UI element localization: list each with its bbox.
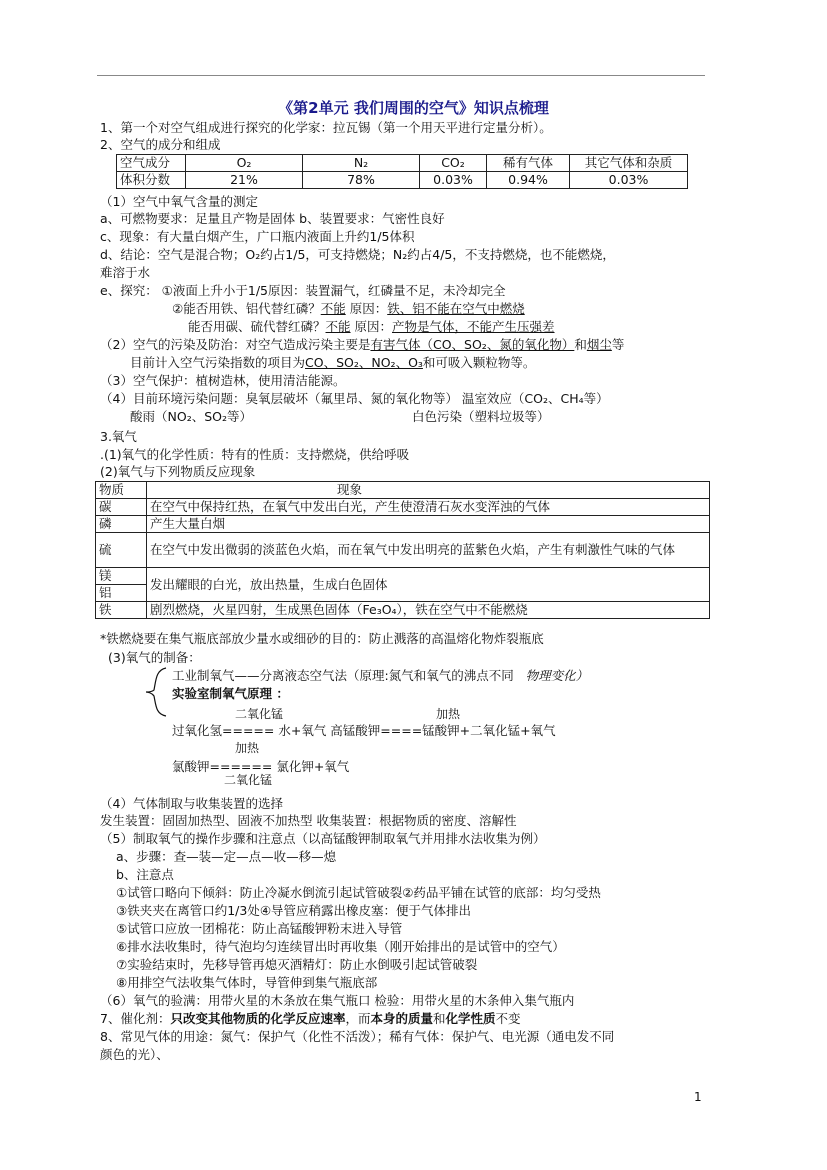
table-cell: 碳 bbox=[96, 499, 147, 516]
table-cell: 78% bbox=[303, 172, 420, 189]
table-cell: 其它气体和杂质 bbox=[570, 155, 688, 172]
s5: （5）制取氧气的操作步骤和注意点（以高锰酸钾制取氧气并用排水法收集为例） bbox=[100, 831, 546, 846]
note-1: ①试管口略向下倾斜：防止冷凝水倒流引起试管破裂②药品平铺在试管的底部：均匀受热 bbox=[116, 885, 601, 900]
table-cell: 产生大量白烟 bbox=[147, 516, 710, 533]
table-header: 现象 bbox=[147, 482, 710, 499]
table-row bbox=[96, 602, 710, 619]
table-row bbox=[96, 499, 710, 516]
table-cell: 在空气中发出微弱的淡蓝色火焰，而在氧气中发出明亮的蓝紫色火焰，产生有刺激性气味的气体 bbox=[147, 533, 710, 568]
table-row bbox=[117, 172, 688, 189]
s1a: a、可燃物要求：足量且产物是固体 b、装置要求：气密性良好 bbox=[100, 211, 445, 226]
line-2: 2、空气的成分和组成 bbox=[100, 137, 221, 152]
brace bbox=[144, 666, 174, 718]
note-2: ③铁夹夹在离管口约1/3处④导管应稍露出橡皮塞：便于气体排出 bbox=[116, 903, 472, 918]
s4-line2: 发生装置：固固加热型、固液不加热型 收集装置：根据物质的密度、溶解性 bbox=[100, 813, 517, 828]
s8-line2: 颜色的光）、 bbox=[100, 1047, 169, 1062]
reaction-table bbox=[95, 481, 710, 619]
note-3: ⑤试管口应放一团棉花：防止高锰酸钾粉末进入导管 bbox=[116, 921, 403, 936]
s2: （2）空气的污染及防治：对空气造成污染主要是有害气体（CO、SO₂、氮的氧化物）和烟尘等 bbox=[100, 337, 625, 352]
s1d2: 难溶于水 bbox=[100, 265, 151, 280]
table-cell: 稀有气体 bbox=[487, 155, 570, 172]
s1e3: 能否用碳、硫代替红磷？不能 原因：产物是气体，不能产生压强差 bbox=[188, 319, 555, 334]
table-row bbox=[117, 155, 688, 172]
air-composition-table bbox=[116, 154, 688, 189]
iron-note: *铁燃烧要在集气瓶底部放少量水或细砂的目的：防止溅落的高温熔化物炸裂瓶底 bbox=[100, 631, 544, 646]
s3: （3）空气保护：植树造林，使用清洁能源。 bbox=[100, 373, 346, 388]
s4c: 白色污染（塑料垃圾等） bbox=[412, 409, 550, 424]
page-title: 《第2单元 我们周围的空气》知识点梳理 bbox=[278, 99, 549, 117]
eq-catalyst-2: 二氧化锰 bbox=[224, 773, 273, 787]
table-cell: O₂ bbox=[186, 155, 303, 172]
table-cell: 铁 bbox=[96, 602, 147, 619]
s4a: （4）目前环境污染问题：臭氧层破坏（氟里昂、氮的氧化物等） 温室效应（CO₂、CH₄等） bbox=[100, 391, 609, 406]
s1e2: ②能否用铁、铝代替红磷？不能 原因：铁、铝不能在空气中燃烧 bbox=[172, 301, 525, 316]
s1d: d、结论：空气是混合物；O₂约占1/5，可支持燃烧；N₂约占4/5，不支持燃烧，也不能燃烧， bbox=[100, 247, 615, 262]
s1: （1）空气中氧气含量的测定 bbox=[100, 194, 258, 209]
table-cell: 0.94% bbox=[487, 172, 570, 189]
s1c: c、现象：有大量白烟产生，广口瓶内液面上升约1/5体积 bbox=[100, 229, 415, 244]
table-cell: 21% bbox=[186, 172, 303, 189]
table-cell: 发出耀眼的白光，放出热量，生成白色固体 bbox=[147, 568, 710, 602]
prep-lab: 实验室制氧气原理 ： bbox=[172, 686, 289, 701]
equation-2: 氯酸钾====== 氯化钾+氧气 bbox=[172, 759, 350, 774]
note-6: ⑧用排空气法收集气体时，导管伸到集气瓶底部 bbox=[116, 975, 378, 990]
line-1: 1、第一个对空气组成进行探究的化学家：拉瓦锡（第一个用天平进行定量分析）。 bbox=[100, 120, 552, 135]
s6: （6）氧气的验满：用带火星的木条放在集气瓶口 检验：用带火星的木条伸入集气瓶内 bbox=[100, 993, 575, 1008]
table-cell: 磷 bbox=[96, 516, 147, 533]
table-row bbox=[96, 568, 710, 585]
table-cell: 0.03% bbox=[420, 172, 487, 189]
s5b: b、注意点 bbox=[116, 867, 174, 882]
table-row bbox=[96, 482, 710, 499]
oxygen-2: (2)氧气与下列物质反应现象 bbox=[100, 464, 256, 479]
eq-catalyst-1: 二氧化锰 bbox=[235, 707, 284, 721]
oxygen-heading: 3.氧气 bbox=[100, 429, 137, 444]
note-5: ⑦实验结束时，先移导管再熄灭酒精灯：防止水倒吸引起试管破裂 bbox=[116, 957, 478, 972]
oxygen-1: .(1)氧气的化学性质：特有的性质：支持燃烧，供给呼吸 bbox=[100, 447, 410, 462]
table-cell: 0.03% bbox=[570, 172, 688, 189]
table-cell: 镁 bbox=[96, 568, 147, 585]
table-row bbox=[96, 516, 710, 533]
s7: 7、催化剂：只改变其他物质的化学反应速率，而本身的质量和化学性质不变 bbox=[100, 1011, 521, 1026]
table-cell: 铝 bbox=[96, 585, 147, 602]
prep-industrial: 工业制氧气——分离液态空气法（原理:氮气和氧气的沸点不同 物理变化） bbox=[172, 668, 589, 683]
table-cell: 剧烈燃烧，火星四射，生成黑色固体（Fe₃O₄），铁在空气中不能燃烧 bbox=[147, 602, 710, 619]
s8: 8、常见气体的用途：氮气：保护气（化性不活泼）；稀有气体：保护气、电光源（通电发不同 bbox=[100, 1029, 615, 1044]
page-number: 1 bbox=[694, 1090, 702, 1104]
table-cell: 体积分数 bbox=[117, 172, 186, 189]
table-row bbox=[96, 533, 710, 568]
table-cell: N₂ bbox=[303, 155, 420, 172]
table-cell: 硫 bbox=[96, 533, 147, 568]
prep-heading: (3)氧气的制备： bbox=[108, 650, 201, 665]
eq-heat-1: 加热 bbox=[436, 707, 461, 721]
s1e: e、探究： ①液面上升小于1/5原因：装置漏气，红磷量不足，未冷却完全 bbox=[100, 283, 506, 298]
s2-line2: 目前计入空气污染指数的项目为CO、SO₂、NO₂、O₃和可吸入颗粒物等。 bbox=[130, 355, 536, 370]
table-header: 物质 bbox=[96, 482, 147, 499]
note-4: ⑥排水法收集时，待气泡均匀连续冒出时再收集（刚开始排出的是试管中的空气） bbox=[116, 939, 565, 954]
header-rule bbox=[97, 75, 705, 76]
table-cell: 在空气中保持红热，在氧气中发出白光，产生使澄清石灰水变浑浊的气体 bbox=[147, 499, 710, 516]
eq-heat-2: 加热 bbox=[235, 741, 260, 755]
equation-1: 过氧化氢===== 水+氧气 高锰酸钾====锰酸钾+二氧化锰+氧气 bbox=[172, 723, 556, 738]
s4-title: （4）气体制取与收集装置的选择 bbox=[100, 796, 283, 811]
table-cell: 空气成分 bbox=[117, 155, 186, 172]
s4b: 酸雨（NO₂、SO₂等） bbox=[130, 409, 252, 424]
s5a: a、步骤：查—装—定—点—收—移—熄 bbox=[116, 849, 337, 864]
table-cell: CO₂ bbox=[420, 155, 487, 172]
